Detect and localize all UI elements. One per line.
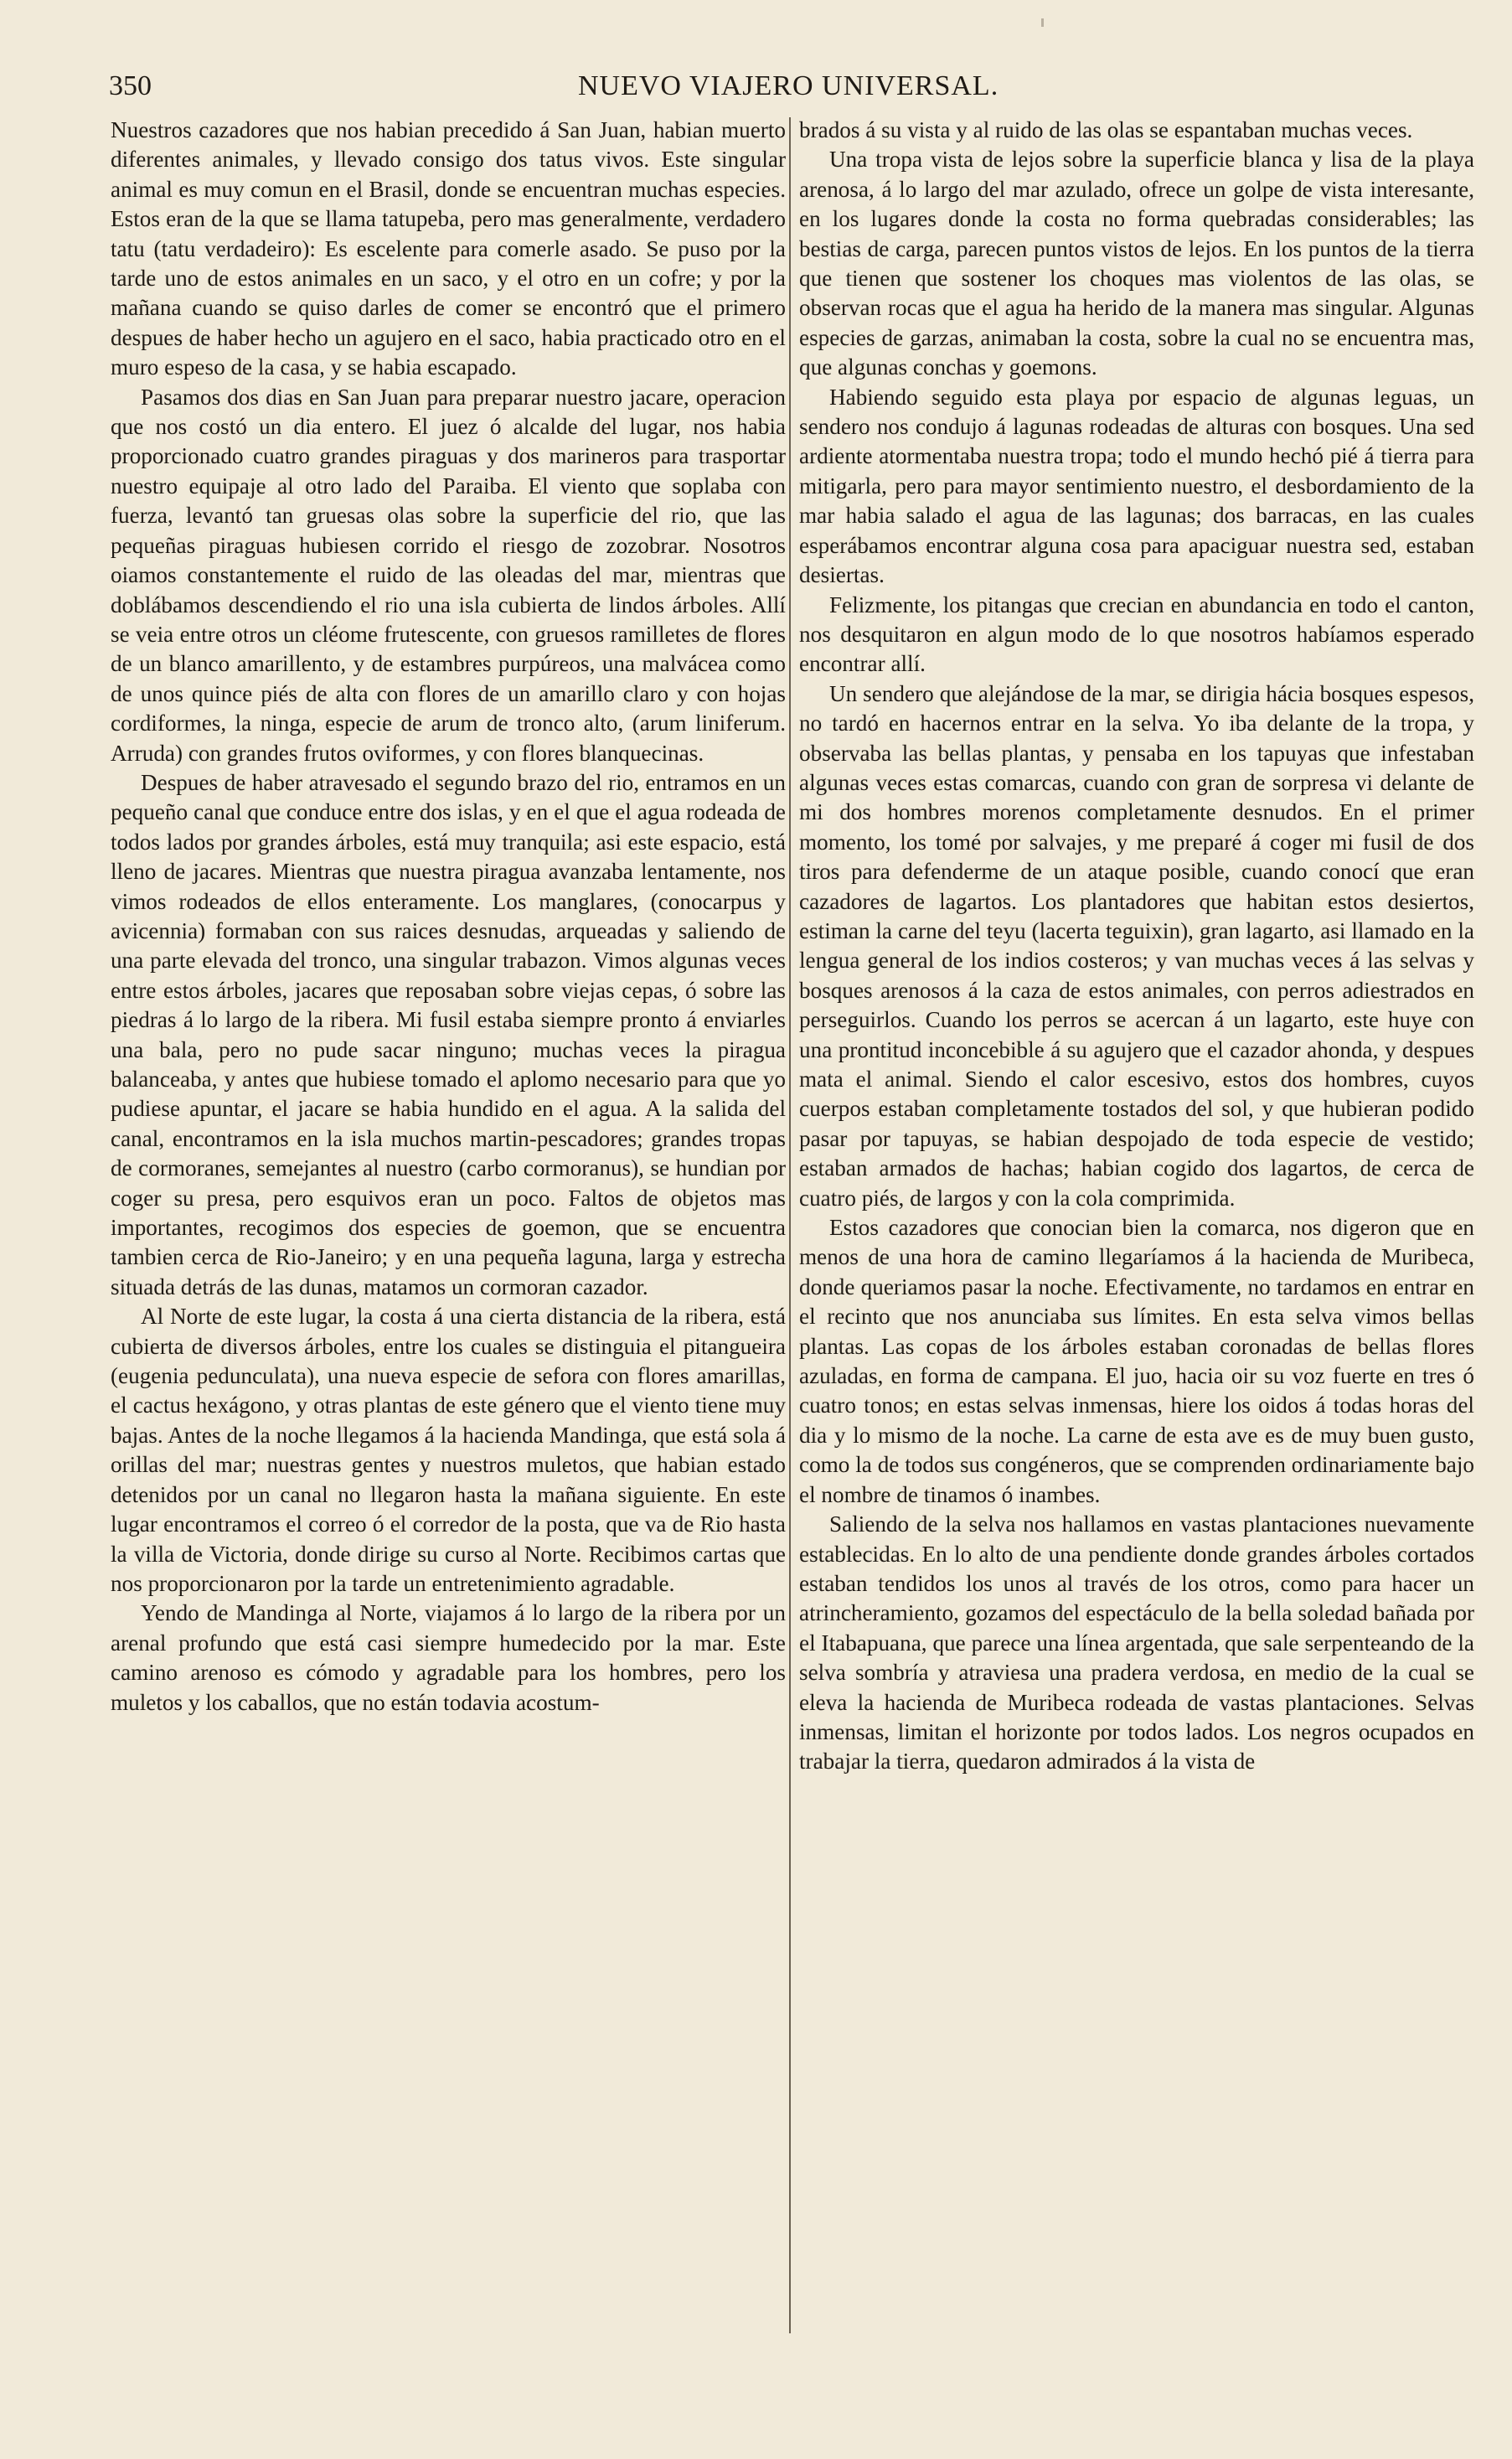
paragraph: Nuestros cazadores que nos habian precedido á San Juan, habian muerto diferentes animales, y llevado consigo dos tatus vivos. Este singular animal es muy comun en el Brasil, donde se encuentran muchas especies. Estos eran de la que se llama tatupeba, pero mas generalmente, verdadero tatu (tatu verdadeiro): Es escelente para comerle asado. Se puso por la tarde uno de estos animales en un saco, y el otro en un cofre; y por la mañana cuando se quiso darles de comer se encontró que el primero despues de haber hecho un agujero en el saco, habia practicado otro en el muro espeso de la casa, y se habia escapado. — [111, 117, 786, 380]
paragraph: Yendo de Mandinga al Norte, viajamos á lo largo de la ribera por un arenal profundo que está casi siempre humedecido por la mar. Este camino arenoso es cómodo y agradable para los hombres, pero los muletos y los caballos, que no están todavia acostum- — [111, 1600, 786, 1715]
column-divider — [789, 117, 791, 2333]
paragraph: Al Norte de este lugar, la costa á una cierta distancia de la ribera, está cubierta de diversos árboles, entre los cuales se distinguia el pitangueira (eugenia pedunculata), una nueva especie de sefora con flores amarillas, el cactus hexágono, y otras plantas de este género que el viento tiene muy bajas. Antes de la noche llegamos á la hacienda Mandinga, que está sola á orillas del mar; nuestras gentes y nuestros muletos, que habian estado detenidos por un canal no llegaron hasta la mañana siguiente. En este lugar encontramos el correo ó el corredor de la posta, que va de Rio hasta la villa de Victoria, donde dirige su curso al Norte. Recibimos cartas que nos proporcionaron por la tarde un entretenimiento agradable. — [111, 1304, 786, 1596]
paragraph: Felizmente, los pitangas que crecian en abundancia en todo el canton, nos desquitaron en algun modo de lo que nosotros habíamos esperado encontrar allí. — [799, 592, 1474, 677]
running-head-title: NUEVO VIAJERO UNIVERSAL. — [578, 70, 999, 101]
left-column — [111, 116, 786, 1718]
paragraph: Habiendo seguido esta playa por espacio de algunas leguas, un sendero nos condujo á lagunas rodeadas de alturas con bosques. Una sed ardiente atormentaba nuestra tropa; todo el mundo hechó pié á tierra para mitigarla, pero para mayor sentimiento nuestro, el desbordamiento de la mar habia salado el agua de las lagunas; dos barracas, en las cuales esperábamos encontrar alguna cosa para apaciguar nuestra sed, estaban desiertas. — [799, 384, 1474, 588]
page-number: 350 — [109, 70, 152, 101]
paragraph: Pasamos dos dias en San Juan para preparar nuestro jacare, operacion que nos costó un dia entero. El juez ó alcalde del lugar, nos habia proporcionado cuatro grandes piraguas y dos marineros para trasportar nuestro equipaje al otro lado del Paraiba. El viento que soplaba con fuerza, levantó tan gruesas olas sobre la superficie del rio, que las pequeñas piraguas hubiesen corrido el riesgo de zozobrar. Nosotros oiamos constantemente el ruido de las oleadas del mar, mientras que doblábamos descendiendo el rio una isla cubierta de lindos árboles. Allí se veia entre otros un cléome frutescente, con gruesos ramilletes de flores de un blanco amarillento, y de estambres purpúreos, una malvácea como de unos quince piés de alta con flores de un amarillo claro y con hojas cordiformes, la ninga, especie de arum de tronco alto, (arum liniferum. Arruda) con grandes frutos oviformes, y con flores blanquecinas. — [111, 384, 786, 766]
print-mark — [1041, 18, 1044, 27]
paragraph: Despues de haber atravesado el segundo brazo del rio, entramos en un pequeño canal que conduce entre dos islas, y en el que el agua rodeada de todos lados por grandes árboles, está muy tranquila; asi este espacio, está lleno de jacares. Mientras que nuestra piragua avanzaba lentamente, nos vimos rodeados de ellos enteramente. Los manglares, (conocarpus y avicennia) formaban con sus raices desnudas, arqueadas y saliendo de una parte elevada del tronco, una singular trabazon. Vimos algunas veces entre estos árboles, jacares que reposaban sobre viejas cepas, ó sobre las piedras á lo largo de la ribera. Mi fusil estaba siempre pronto á enviarles una bala, pero no pude sacar ninguno; muchas veces la piragua balanceaba, y antes que hubiese tomado el aplomo necesario para que yo pudiese apuntar, el jacare se habia hundido en el agua. A la salida del canal, encontramos en la isla muchos martin-pescadores; grandes tropas de cormoranes, semejantes al nuestro (carbo cormoranus), se hundian por coger su presa, pero esquivos eran un poco. Faltos de objetos mas importantes, recogimos dos especies de goemon, que se encuentra tambien cerca de Rio-Janeiro; y en una pequeña laguna, larga y estrecha situada detrás de las dunas, matamos un cormoran cazador. — [111, 769, 786, 1299]
paragraph: Estos cazadores que conocian bien la comarca, nos digeron que en menos de una hora de camino llegaríamos á la hacienda de Muribeca, donde queriamos pasar la noche. Efectivamente, no tardamos en entrar en el recinto que nos anunciaba sus límites. En esta selva vimos bellas plantas. Las copas de los árboles estaban coronadas de bellas flores azuladas, en forma de campana. El juo, hacia oir su voz fuerte en tres ó cuatro tonos; en estas selvas inmensas, hiere los oidos á todas horas del dia y lo mismo de la noche. La carne de esta ave es de muy buen gusto, como la de todos sus congéneros, que se comprenden ordinariamente bajo el nombre de tinamos ó inambes. — [799, 1215, 1474, 1507]
paragraph: Una tropa vista de lejos sobre la superficie blanca y lisa de la playa arenosa, á lo largo del mar azulado, ofrece un golpe de vista interesante, en los lugares donde la costa no forma quebradas considerables; las bestias de carga, parecen puntos vistos de lejos. En los puntos de la tierra que tienen que sostener los choques mas violentos de las olas, se observan rocas que el agua ha herido de la manera mas singular. Algunas especies de garzas, animaban la costa, sobre la cual no se encuentra mas, que algunas conchas y goemons. — [799, 147, 1474, 380]
paragraph: Saliendo de la selva nos hallamos en vastas plantaciones nuevamente establecidas. En lo alto de una pendiente donde grandes árboles cortados estaban tendidos los unos al través de los otros, como para hacer un atrincheramiento, gozamos del espectáculo de la bella soledad bañada por el Itabapuana, que parece una línea argentada, que sale serpenteando de la selva sombría y atraviesa una pradera verdosa, en medio de la cual se eleva la hacienda de Muribeca rodeada de vastas plantaciones. Selvas inmensas, limitan el horizonte por todos lados. Los negros ocupados en trabajar la tierra, quedaron admirados á la vista de — [799, 1511, 1474, 1775]
paragraph: Un sendero que alejándose de la mar, se dirigia hácia bosques espesos, no tardó en hacernos entrar en la selva. Yo iba delante de la tropa, y observaba las bellas plantas, y pensaba en los tapuyas que infestaban algunas veces estas comarcas, cuando con gran de sorpresa vi delante de mi dos hombres morenos completamente desnudos. En el primer momento, los tomé por salvajes, y me preparé á coger mi fusil de dos tiros para defenderme de un ataque posible, cuando conocí que eran cazadores de lagartos. Los plantadores que habitan estos desiertos, estiman la carne del teyu (lacerta teguixin), gran lagarto, asi llamado en la lengua general de los indios costeros; y van muchas veces á las selvas y bosques arenosos á la caza de estos animales, con perros adiestrados en perseguirlos. Cuando los perros se acercan á un lagarto, este huye con una prontitud inconcebible á su agujero que el cazador ahonda, y despues mata el animal. Siendo el calor escesivo, estos dos hombres, cuyos cuerpos estaban completamente tostados del sol, y que hubieran podido pasar por tapuyas, se habian despojado de toda especie de vestido; estaban armados de hachas; habian cogido dos lagartos, de cerca de cuatro piés, de largos y con la cola comprimida. — [799, 680, 1474, 1211]
page-header — [109, 70, 1466, 112]
paragraph: brados á su vista y al ruido de las olas se espantaban muchas veces. — [799, 117, 1413, 142]
right-column — [799, 116, 1474, 1777]
